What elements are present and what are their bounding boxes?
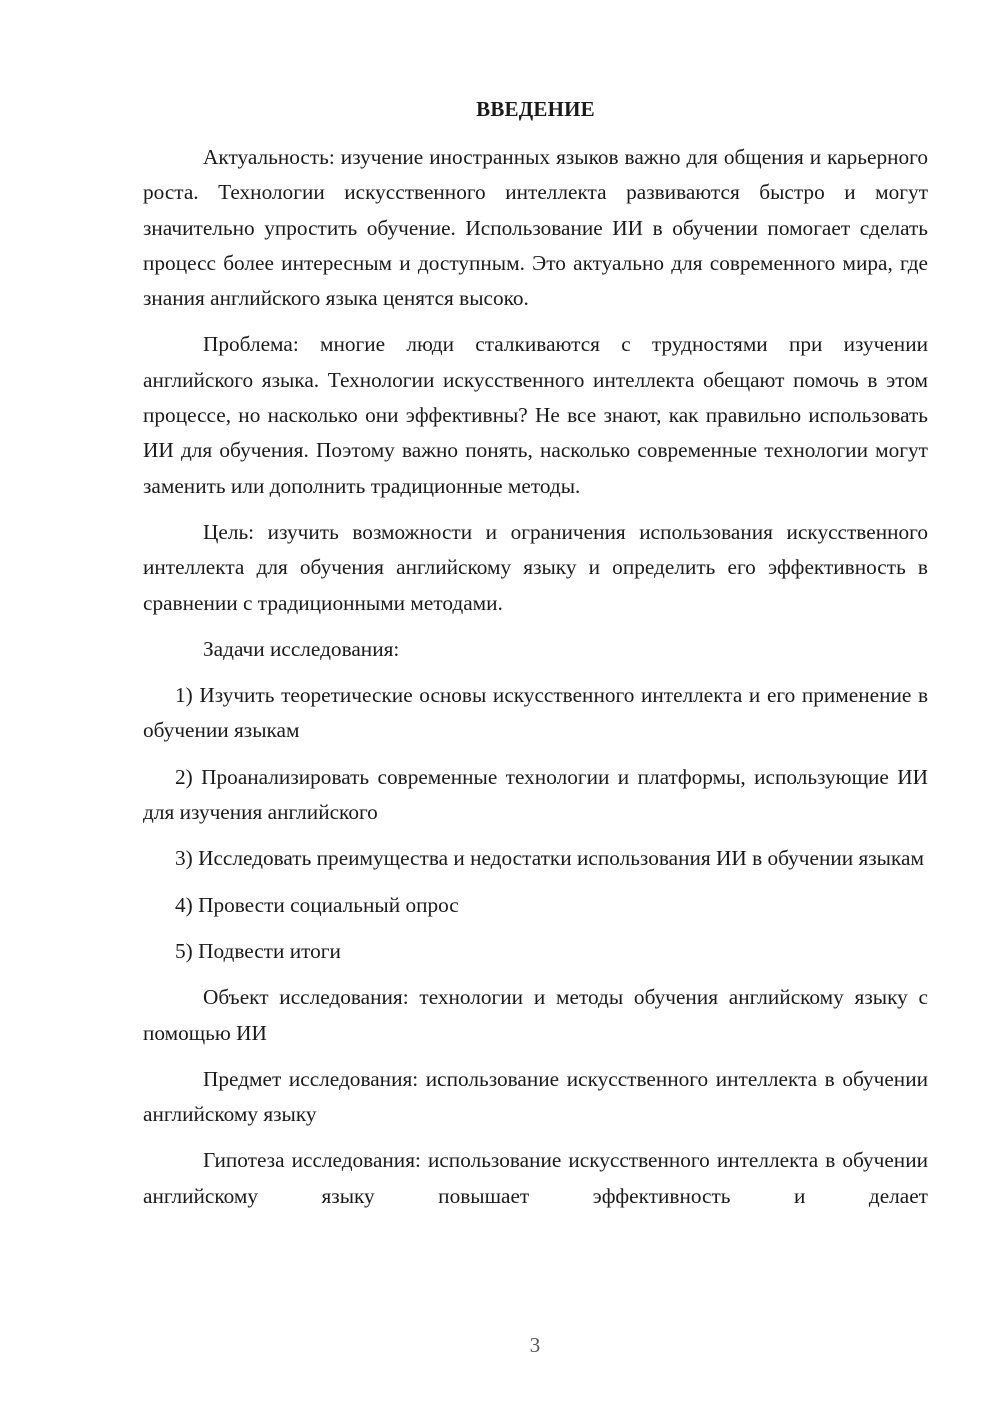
object-paragraph: Объект исследования: технологии и методы обучения английскому языку с помощью ИИ [143, 985, 928, 1045]
task-item-4: 4) Провести социальный опрос [175, 892, 459, 917]
task-item-2: 2) Проанализировать современные технологии и платформы, использующие ИИ для изучения английского [143, 764, 928, 825]
subject-paragraph: Предмет исследования: использование искусственного интеллекта в обучении английскому языку [143, 1066, 928, 1127]
hypothesis-paragraph: Гипотеза исследования: использование искусственного интеллекта в обучении английскому языку повышает эффективность и делает [143, 1148, 928, 1208]
relevance-paragraph: Актуальность: изучение иностранных языков важно для общения и карьерного роста. Технологии искусственного интеллекта развиваются быстро и могут значительно упростить обучение. Использование ИИ в обучении помогает сделать процесс более интересным и доступным. Это актуально для современного мира, где знания английского языка ценятся высоко. [143, 145, 928, 311]
task-item-1: 1) Изучить теоретические основы искусственного интеллекта и его применение в обучении языкам [143, 683, 928, 743]
section-heading: ВВЕДЕНИЕ [476, 97, 595, 121]
task-item-3: 3) Исследовать преимущества и недостатки использования ИИ в обучении языкам [175, 846, 924, 871]
problem-paragraph: Проблема: многие люди сталкиваются с трудностями при изучении английского языка. Технологии искусственного интеллекта обещают помочь в этом процессе, но насколько они эффективны? Не все знают, как правильно использовать ИИ для обучения. Поэтому важно понять, насколько современные технологии могут заменить или дополнить традиционные методы. [143, 332, 928, 498]
goal-paragraph: Цель: изучить возможности и ограничения использования искусственного интеллекта для обучения английскому языку и определить его эффективность в сравнении с традиционными методами. [143, 519, 928, 615]
tasks-heading: Задачи исследования: [203, 636, 400, 661]
task-item-5: 5) Подвести итоги [175, 938, 341, 963]
page-number: 3 [529, 1333, 541, 1357]
document-page [143, 92, 928, 1225]
